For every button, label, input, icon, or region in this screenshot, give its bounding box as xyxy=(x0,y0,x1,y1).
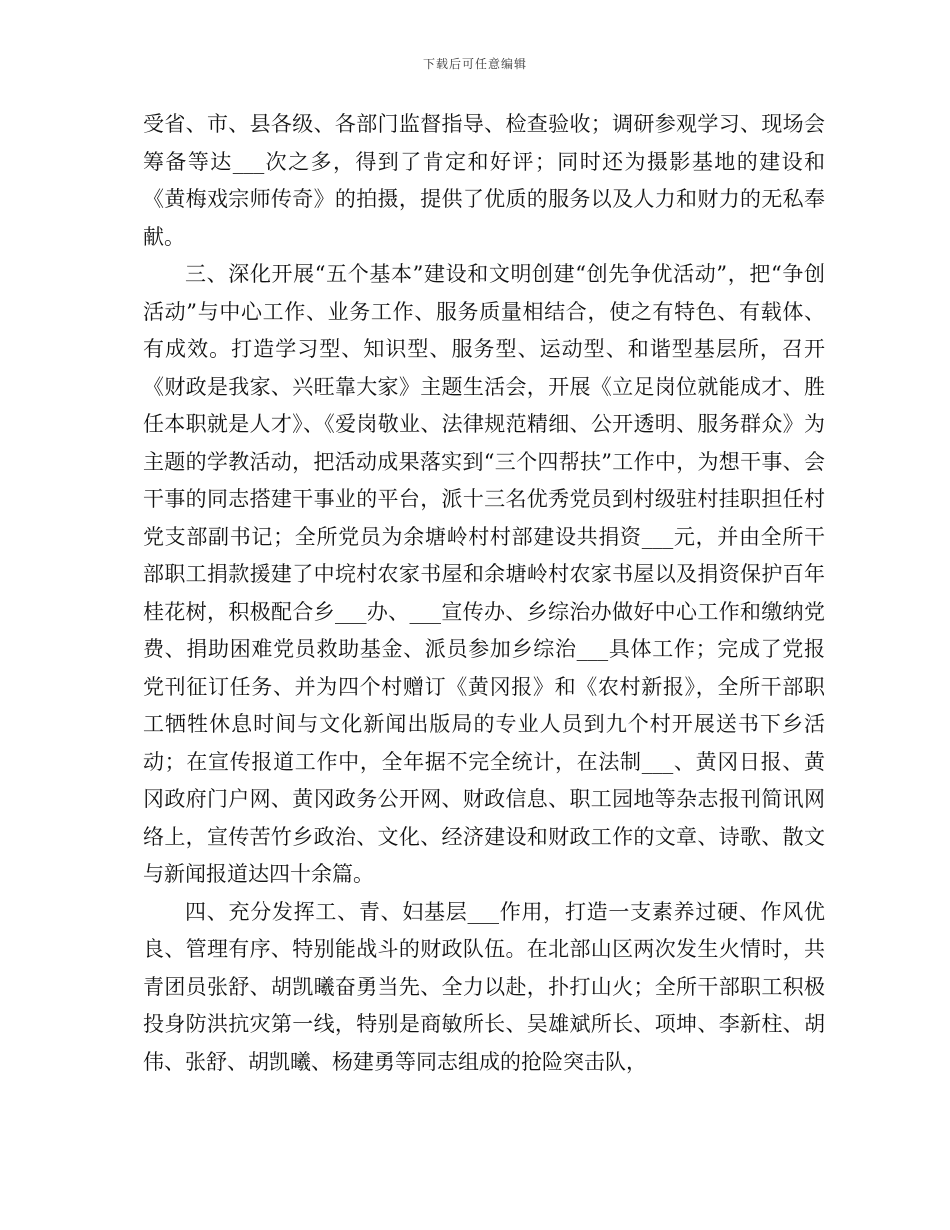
page-header: 下载后可任意编辑 xyxy=(422,57,527,71)
document-body xyxy=(143,106,825,1081)
paragraph-section-four: 四、充分发挥工、青、妇基层___作用，打造一支素养过硬、作风优良、管理有序、特别能战斗的财政队伍。在北部山区两次发生火情时，共青团员张舒、胡凯曦奋勇当先、全力以赴，扑打山火；全所干部职工积极投身防洪抗灾第一线，特别是商敏所长、吴雄斌所长、项坤、李新柱、胡伟、张舒、胡凯曦、杨建勇等同志组成的抢险突击队， xyxy=(143,899,825,1074)
paragraph-section-three: 三、深化开展“五个基本”建设和文明创建“创先争优活动”，把“争创活动”与中心工作、业务工作、服务质量相结合，使之有特色、有载体、有成效。打造学习型、知识型、服务型、运动型、和谐型基层所，召开《财政是我家、兴旺靠大家》主题生活会，开展《立足岗位就能成才、胜任本职就是人才》、《爱岗敬业、法律规范精细、公开透明、服务群众》为主题的学教活动，把活动成果落实到“三个四帮扶”工作中，为想干事、会干事的同志搭建干事业的平台，派十三名优秀党员到村级驻村挂职担任村党支部副书记；全所党员为余塘岭村村部建设共捐资___元，并由全所干部职工捐款援建了中垸村农家书屋和余塘岭村农家书屋以及捐资保护百年桂花树，积极配合乡___办、___宣传办、乡综治办做好中心工作和缴纳党费、捐助困难党员救助基金、派员参加乡综治___具体工作；完成了党报党刊征订任务、并为四个村赠订《黄冈报》和《农村新报》，全所干部职工牺牲休息时间与文化新闻出版局的专业人员到九个村开展送书下乡活动；在宣传报道工作中，全年据不完全统计，在法制___、黄冈日报、黄冈政府门户网、黄冈政务公开网、财政信息、职工园地等杂志报刊简讯网络上，宣传苦竹乡政治、文化、经济建设和财政工作的文章、诗歌、散文与新闻报道达四十余篇。 xyxy=(143,262,825,886)
paragraph-continuation: 受省、市、县各级、各部门监督指导、检查验收；调研参观学习、现场会筹备等达___次之多，得到了肯定和好评；同时还为摄影基地的建设和《黄梅戏宗师传奇》的拍摄，提供了优质的服务以及人力和财力的无私奉献。 xyxy=(143,112,825,249)
